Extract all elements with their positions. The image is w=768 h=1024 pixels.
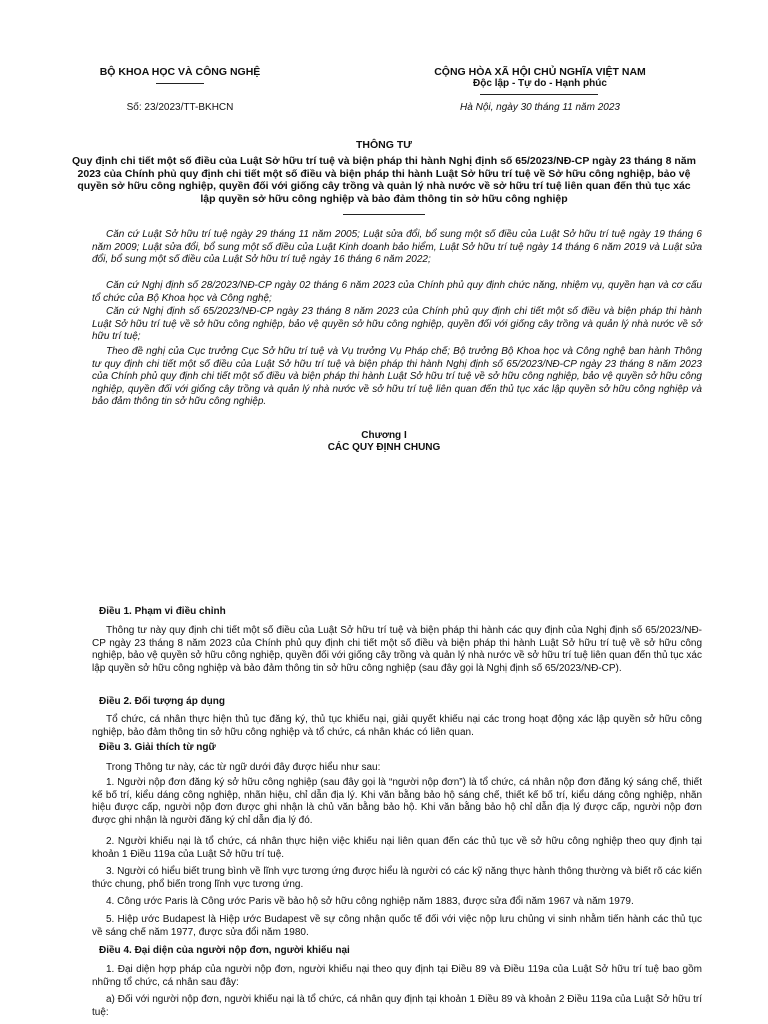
preamble-paragraph: Theo đề nghị của Cục trưởng Cục Sở hữu trí tuệ và Vụ trưởng Vụ Pháp chế; Bộ trưởng Bộ Khoa học và Công nghệ ban hành Thông tư quy định chi tiết một số điều của Luật Sở hữu trí tuệ và biện pháp thi hành Nghị định số 65/2023/NĐ-CP ngày 23 tháng 8 năm 2023 của Chính phủ quy định chi tiết một số điều và biện pháp thi hành Luật Sở hữu trí tuệ về sở hữu công nghiệp, bảo vệ quyền sở hữu công nghiệp, quyền đối với giống cây trồng và quản lý nhà nước về sở hữu trí tuệ liên quan đến thủ tục xác lập quyền sở hữu công nghiệp và bảo đảm thông tin sở hữu công nghiệp.	[92, 346, 702, 408]
preamble-paragraph: Căn cứ Luật Sở hữu trí tuệ ngày 29 tháng 11 năm 2005; Luật sửa đổi, bổ sung một số điều của Luật Sở hữu trí tuệ ngày 19 tháng 6 năm 2009; Luật sửa đổi, bổ sung một số điều của Luật Kinh doanh bảo hiểm, Luật Sở hữu trí tuệ ngày 14 tháng 6 năm 2019 và Luật sửa đổi, bổ sung một số điều của Luật Sở hữu trí tuệ ngày 16 tháng 6 năm 2022;	[92, 229, 702, 266]
article-heading: Điều 1. Phạm vi điều chỉnh	[99, 606, 226, 617]
ministry-underline	[156, 83, 204, 84]
article-paragraph: 5. Hiệp ước Budapest là Hiệp ước Budapest về sự công nhận quốc tế đối với việc nộp lưu chủng vi sinh nhằm tiến hành các thủ tục về sáng chế năm 1977, được sửa đổi năm 1980.	[92, 914, 702, 938]
article-paragraph: 3. Người có hiểu biết trung bình về lĩnh vực tương ứng được hiểu là người có các kỹ năng thực hành thông thường và biết rõ các kiến thức chung, phổ biến trong lĩnh vực tương ứng.	[92, 866, 702, 890]
motto-underline	[480, 94, 598, 95]
preamble-paragraph: Căn cứ Nghị định số 28/2023/NĐ-CP ngày 02 tháng 6 năm 2023 của Chính phủ quy định chức năng, nhiệm vụ, quyền hạn và cơ cấu tổ chức của Bộ Khoa học và Công nghệ;	[92, 280, 702, 304]
article-paragraph: 2. Người khiếu nại là tổ chức, cá nhân thực hiện việc khiếu nại liên quan đến các thủ tục về sở hữu công nghiệp theo quy định tại khoản 1 Điều 119a của Luật Sở hữu trí tuệ.	[92, 836, 702, 860]
article-paragraph: 1. Đại diện hợp pháp của người nộp đơn, người khiếu nại theo quy định tại Điều 89 và Điều 119a của Luật Sở hữu trí tuệ bao gồm những tổ chức, cá nhân sau đây:	[92, 964, 702, 988]
place-date: Hà Nội, ngày 30 tháng 11 năm 2023	[460, 102, 620, 113]
nation-name: CỘNG HÒA XÃ HỘI CHỦ NGHĨA VIỆT NAM	[434, 66, 646, 78]
article-paragraph: Thông tư này quy định chi tiết một số điều của Luật Sở hữu trí tuệ và biện pháp thi hành các quy định của Nghị định số 65/2023/NĐ-CP ngày 23 tháng 8 năm 2023 của Chính phủ quy định chi tiết một số điều và biện pháp thi hành Luật Sở hữu trí tuệ về sở hữu công nghiệp, bảo vệ quyền sở hữu công nghiệp, quyền đối với giống cây trồng và quản lý nhà nước về sở hữu trí tuệ liên quan đến thủ tục xác lập quyền sở hữu công nghiệp và bảo đảm thông tin sở hữu công nghiệp (sau đây gọi là Nghị định số 65/2023/NĐ-CP).	[92, 625, 702, 674]
document-summary: Quy định chi tiết một số điều của Luật Sở hữu trí tuệ và biện pháp thi hành Nghị định số 65/2023/NĐ-CP ngày 23 tháng 8 năm 2023 của Chính phủ quy định chi tiết một số điều và biện pháp thi hành Luật Sở hữu trí tuệ về Sở hữu công nghiệp, bảo vệ quyền sở hữu công nghiệp, quyền đối với giống cây trồng và quản lý nhà nước về sở hữu trí tuệ liên quan đến thủ tục xác lập quyền sở hữu công nghiệp và bảo đảm thông tin sở hữu công nghiệp	[72, 155, 696, 205]
article-heading: Điều 4. Đại diện của người nộp đơn, người khiếu nại	[99, 945, 350, 956]
article-paragraph: 4. Công ước Paris là Công ước Paris về bảo hộ sở hữu công nghiệp năm 1883, được sửa đổi năm 1967 và năm 1979.	[106, 896, 634, 907]
ministry-name: BỘ KHOA HỌC VÀ CÔNG NGHỆ	[99, 66, 261, 78]
article-heading: Điều 3. Giải thích từ ngữ	[99, 742, 216, 753]
chapter-number: Chương I	[361, 430, 407, 441]
title-underline	[343, 214, 425, 215]
article-paragraph: 1. Người nộp đơn đăng ký sở hữu công nghiệp (sau đây gọi là “người nộp đơn”) là tổ chức, cá nhân nộp đơn đăng ký sáng chế, thiết kế bố trí, kiểu dáng công nghiệp, nhãn hiệu, chỉ dẫn địa lý. Khi văn bằng bảo hộ sáng chế, thiết kế bố trí, kiểu dáng công nghiệp, nhãn hiệu được cấp, người nộp đơn được ghi nhận là chủ văn bằng bảo hộ. Khi văn bằng bảo hộ chỉ dẫn địa lý được cấp, người nộp đơn được ghi nhận là người đăng ký chỉ dẫn địa lý đó.	[92, 777, 702, 826]
article-heading: Điều 2. Đối tượng áp dụng	[99, 696, 226, 707]
document-type: THÔNG TƯ	[356, 139, 412, 151]
preamble-paragraph: Căn cứ Nghị định số 65/2023/NĐ-CP ngày 23 tháng 8 năm 2023 của Chính phủ quy định chi tiết một số điều và biện pháp thi hành Luật Sở hữu trí tuệ về sở hữu công nghiệp, bảo vệ quyền sở hữu công nghiệp, quyền đối với giống cây trồng và quản lý nhà nước về sở hữu trí tuệ;	[92, 306, 702, 343]
document-number: Số: 23/2023/TT-BKHCN	[126, 102, 234, 113]
article-paragraph: a) Đối với người nộp đơn, người khiếu nại là tổ chức, cá nhân quy định tại khoản 1 Điều 89 và khoản 2 Điều 119a của Luật Sở hữu trí tuệ:	[92, 994, 702, 1018]
motto: Độc lập - Tự do - Hạnh phúc	[473, 78, 607, 89]
article-paragraph: Trong Thông tư này, các từ ngữ dưới đây được hiểu như sau:	[106, 762, 381, 773]
article-paragraph: Tổ chức, cá nhân thực hiện thủ tục đăng ký, thủ tục khiếu nại, giải quyết khiếu nại các trong hoạt động xác lập quyền sở hữu công nghiệp, bảo đảm thông tin sở hữu công nghiệp và tổ chức, cá nhân khác có liên quan.	[92, 714, 702, 738]
chapter-name: CÁC QUY ĐỊNH CHUNG	[327, 442, 441, 453]
